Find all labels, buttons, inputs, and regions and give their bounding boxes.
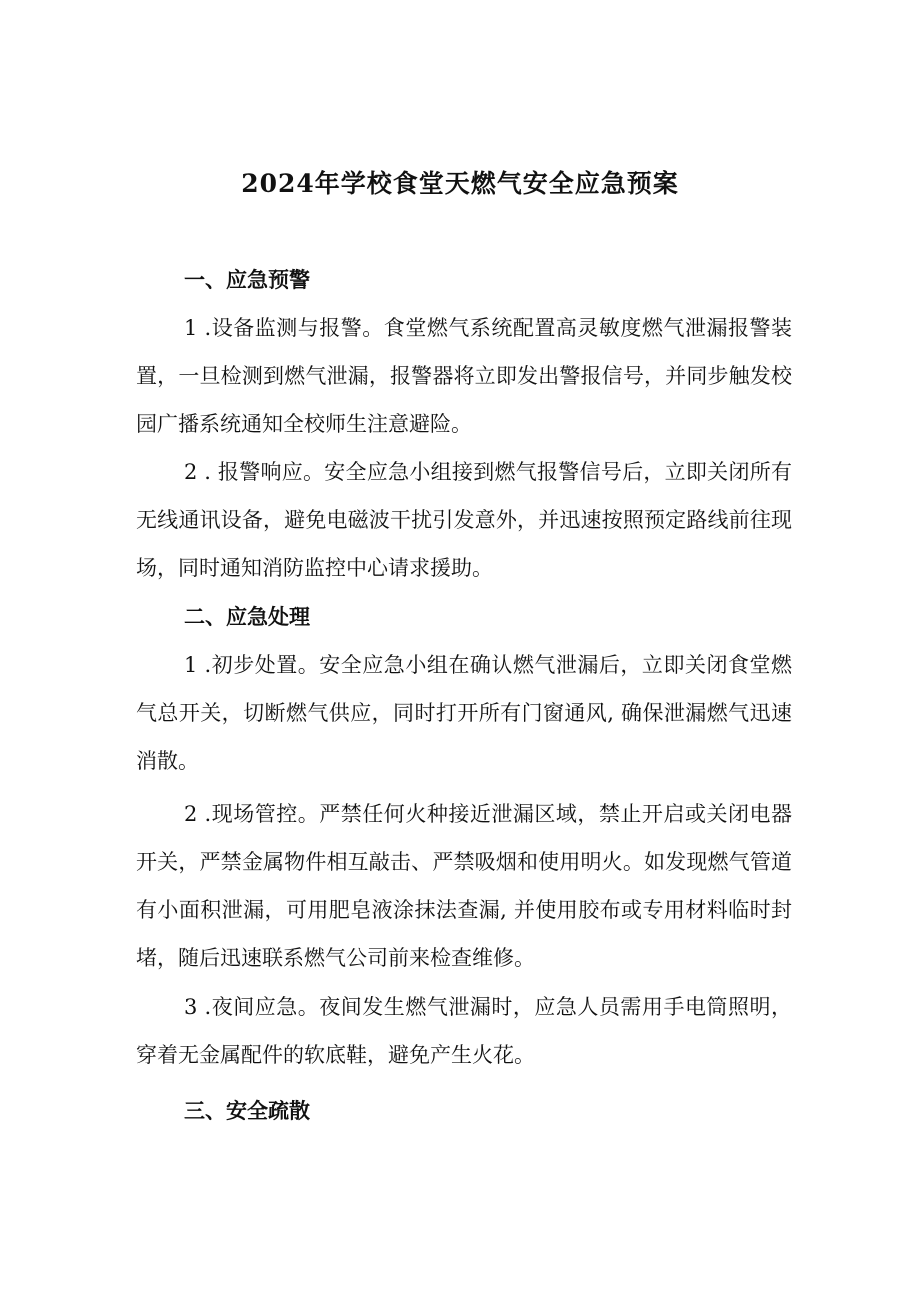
section-heading-emergency-handling: 二、应急处理	[184, 604, 310, 629]
section-heading-safe-evacuation: 三、安全疏散	[184, 1098, 310, 1123]
paragraph-initial-disposal: 1 .初步处置。安全应急小组在确认燃气泄漏后，立即关闭食堂燃气总开关，切断燃气供应，同时打开所有门窗通风, 确保泄漏燃气迅速消散。	[136, 653, 792, 773]
paragraph-alarm-response: 2 . 报警响应。安全应急小组接到燃气报警信号后，立即关闭所有无线通讯设备，避免电磁波干扰引发意外，并迅速按照预定路线前往现场，同时通知消防监控中心请求援助。	[136, 460, 792, 580]
document-title: 2024年学校食堂天燃气安全应急预案	[241, 169, 679, 198]
paragraph-device-monitoring: 1 .设备监测与报警。食堂燃气系统配置高灵敏度燃气泄漏报警装置，一旦检测到燃气泄漏，报警器将立即发出警报信号，并同步触发校园广播系统通知全校师生注意避险。	[136, 316, 792, 436]
section-heading-emergency-warning: 一、应急预警	[184, 267, 310, 292]
paragraph-site-control: 2 .现场管控。严禁任何火种接近泄漏区域，禁止开启或关闭电器开关，严禁金属物件相互敲击、严禁吸烟和使用明火。如发现燃气管道有小面积泄漏，可用肥皂液涂抹法查漏, 并使用胶布或专用材料临时封堵，随后迅速联系燃气公司前来检查维修。	[136, 802, 792, 970]
paragraph-night-emergency: 3 .夜间应急。夜间发生燃气泄漏时，应急人员需用手电筒照明，穿着无金属配件的软底鞋，避免产生火花。	[136, 995, 792, 1067]
